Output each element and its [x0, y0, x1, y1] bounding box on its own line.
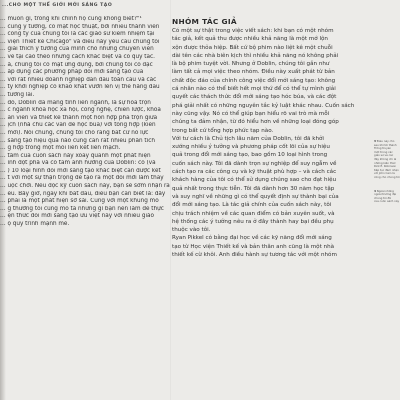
main-column-line: xộn được thỏa hiệp. Bất cứ bộ phim nào liệt kê một chuỗi [172, 44, 333, 51]
margin-note-line [374, 200, 400, 204]
column-divider [170, 0, 171, 400]
left-column-line: … áp dụng các phương pháp đổi mới sáng tạo của [0, 69, 144, 76]
margin-note-text: của cuốn sách này [374, 200, 400, 204]
main-column-line: cá nhân nào có thể biết hết mọi thứ để có thể tự mình giải [172, 86, 336, 93]
left-column-line: … ịch (nhà chủ các vấn đề học bủa) với tổng hợp (kiến [0, 122, 156, 129]
running-head [0, 3, 400, 13]
left-column-line: … giải thích ý tưởng của mình cho những chuyên viên [0, 46, 154, 53]
main-column-line: đổi mới sáng tạo. Là tác giả chính của cuốn sách này, tôi [172, 202, 332, 209]
main-column-line: cách tạo ra các công cụ và kỹ thuật phù hợp – và cách các [172, 169, 337, 176]
left-column-line: … ty khởi nghiệp có khao khát vươn lên vị thế hàng đầu [0, 84, 160, 91]
main-column-line: là bộ phim tuyệt vời. Nhưng ở Doblin, chúng tôi gắn như [172, 61, 330, 68]
margin-note-line [374, 176, 400, 180]
left-column-line: … g hợp trong một mối liên kết liên mạch. [0, 145, 121, 152]
margin-note-text: một trong các [374, 150, 393, 154]
margin-note [374, 190, 400, 204]
left-column-line: … với rất nhiều doanh nghiệp dẫn đầu toàn cầu và các [0, 76, 157, 83]
main-column-line: và suy nghĩ về những gì có thể quyết định sự thành bại của [172, 193, 339, 200]
main-column-line: Với tư cách là Chủ tịch lâu năm của Doblin, tôi đã khởi [172, 135, 324, 142]
left-column-line: … ều. Bây giờ, ngay khi bắt đầu, điều bạn cần biết là: đây [0, 190, 166, 197]
main-column-line: tác giả, kết quả thu được nhiều khả năng là một mớ lộn [172, 36, 328, 43]
margin-note-text: cũng cho chúng tôi [374, 175, 400, 179]
left-column-line: … muốn gì, trong khi chính họ cũng không biết?"¹ [0, 16, 142, 22]
margin-notes [374, 140, 400, 214]
margin-note-text: Điều này cho [376, 140, 395, 143]
left-column-line: … t với một sự thận trọng để tạo ra một đổi mới làm thay [0, 175, 164, 182]
left-column-line: … uộc chơi. Nếu đọc kỹ cuốn sách này, bạn sẽ sớm nhận ra [0, 183, 170, 190]
left-column-line: … cũng ý tưởng, cô mặt học thuật, bởi nhiều thành viên [0, 23, 160, 30]
main-column-line: quả trong đổi mới sáng tạo, bao gồm 10 loại hình trong [172, 152, 328, 159]
left-column-line: … phải là một phát hiện sơ sài. Cũng với một khung mô [0, 198, 159, 205]
margin-note-text: tiếp tục đảm nhận [374, 168, 399, 172]
main-column-line: hệ thống các ý tưởng nêu ra ở đây thành hay bại đều phụ [172, 218, 334, 225]
left-column-line: … viện Thiết kế Chicago" và điều này yêu cầu chúng tôi [0, 38, 160, 45]
main-column-line: khách hàng của tôi có thể sử dụng chúng sao cho đạt hiệu [172, 177, 337, 184]
main-column-line: làm tất cả mọi việc theo nhóm. Điều này xuất phát từ bản [172, 69, 335, 76]
main-column-line: xướng nhiều ý tưởng và phương pháp cốt lõi của sự hiệu [172, 144, 330, 151]
margin-note [374, 140, 400, 180]
margin-note-text: những kiến thức [374, 161, 396, 165]
left-column-line: … ) 10 loại hình đổi mới sáng tạo khác biệt cần được kết [0, 167, 161, 174]
main-column-line: quả nhất trong thực tiễn. Tôi đã dành hơn 30 năm học tập [172, 185, 335, 192]
left-column-line: … sáng tạo hiệu quả nào cũng cần rất nhiều phân tích [0, 137, 155, 144]
left-column-line: … tâm của cuốn sách này xoay quanh một phát hiện [0, 152, 151, 159]
main-column-line: thuộc vào tôi. [172, 227, 211, 234]
main-column-line: cuốn sách này. Tôi đã dành trọn sự nghiệp để suy ngẫm về [172, 160, 337, 167]
left-column-line: … tương lai. [0, 91, 35, 98]
main-column-text [172, 27, 368, 259]
main-column-line: trong bất cứ tổng hợp phức tạp nào. [172, 127, 274, 134]
main-column-line: tạo từ Học viện Thiết kế và bản thân anh cũng là một nhà [172, 243, 335, 250]
margin-note-text: chúng tôi đã [374, 196, 391, 200]
main-column-line: chất độc đáo của chính công việc đổi mới sáng tạo: không [172, 77, 336, 84]
left-column-line: … á, chúng tôi có mặt ứng dụng, bởi chúng tôi có đặc [0, 61, 153, 68]
margin-note-text: ngoài trường đại [374, 193, 397, 197]
left-column-line: … ản viên và thiết kế thành một hỗn hợp pha trộn giữa [0, 114, 158, 121]
left-column-text [0, 16, 170, 229]
margin-note-text: Ngoài những [376, 189, 394, 193]
main-column-line: chịu trách nhiệm về các quan điểm có bản xuyên suốt, và [172, 210, 335, 217]
margin-note-number: 4 [374, 189, 376, 193]
left-column-line: … đó, Doblin đã mang tính liên ngành, là sự hòa trộn [0, 99, 151, 106]
margin-note-text: đây không chỉ là [374, 157, 397, 161]
main-column-line: dài tên các nhà biên kịch thì nhiều khả năng nó không phải [172, 52, 339, 59]
main-column-line: thiết kế cừ khôi. Anh điều hành sự tương tác với một nhóm [172, 252, 337, 259]
main-column-line: này cũng vậy. Nó có thể giúp bạn hiểu rõ vai trò mà mỗi [172, 110, 330, 117]
main-column-line: chúng ta đảm nhận, từ đó hiểu hơn về những loại đóng góp [172, 119, 339, 126]
left-column-line: … ện thức đổi mới sáng tạo ưu việt này với nhiều giáo [0, 213, 154, 220]
margin-note-text: Trống truyền [374, 147, 392, 151]
running-head-text: ...CHO MỘT THẾ GIỚI MỚI SÁNG TẠO [2, 3, 113, 8]
left-column-line: … về tại cao theo những cách khác biệt và có quy tắc. [0, 53, 155, 60]
main-column-line: phá giải nhất có những nguyên tắc kỷ luật khác nhau. Cuốn sách [172, 102, 355, 109]
main-column-line: Ryan Pikkel có bằng đại học về các kỹ năng đổi mới sáng [172, 235, 332, 242]
left-column-line: … công ty của chúng tôi là các giáo sư kiêm nhiệm tại [0, 31, 155, 38]
margin-note-text: giáo sư về các [374, 154, 394, 158]
left-column-line: … ộ quy trình mạnh mẽ. [0, 221, 70, 228]
margin-note-text: sau khi tôi thành [374, 143, 397, 147]
left-column-line: … ính đột phá và có tầm ảnh hưởng của Doblin: có (và [0, 160, 156, 167]
left-column-line: … mới). Nói chung, chúng tôi cho rằng bất cứ nỗ lực [0, 129, 149, 136]
left-column-line: … g thường tồi cùng mô tả những gì bạn nên làm để thực [0, 205, 164, 212]
left-column-line: … c ngành khoa học xã hội, công nghệ, chiến lược, khoa [0, 107, 161, 114]
main-column-line: Có một sự thật trong việc viết sách: khi bạn có một nhóm [172, 28, 334, 34]
main-column-line: quyết các thách thức đổi mới sáng tạo hóc búa, và các đột [172, 94, 337, 101]
margin-note-number: 3 [374, 140, 376, 143]
margin-note-text: Rick E. Robinson [374, 165, 397, 169]
section-title: NHÓM TÁC GIẢ [172, 17, 237, 26]
margin-note-text: với John Cain là [374, 172, 395, 176]
